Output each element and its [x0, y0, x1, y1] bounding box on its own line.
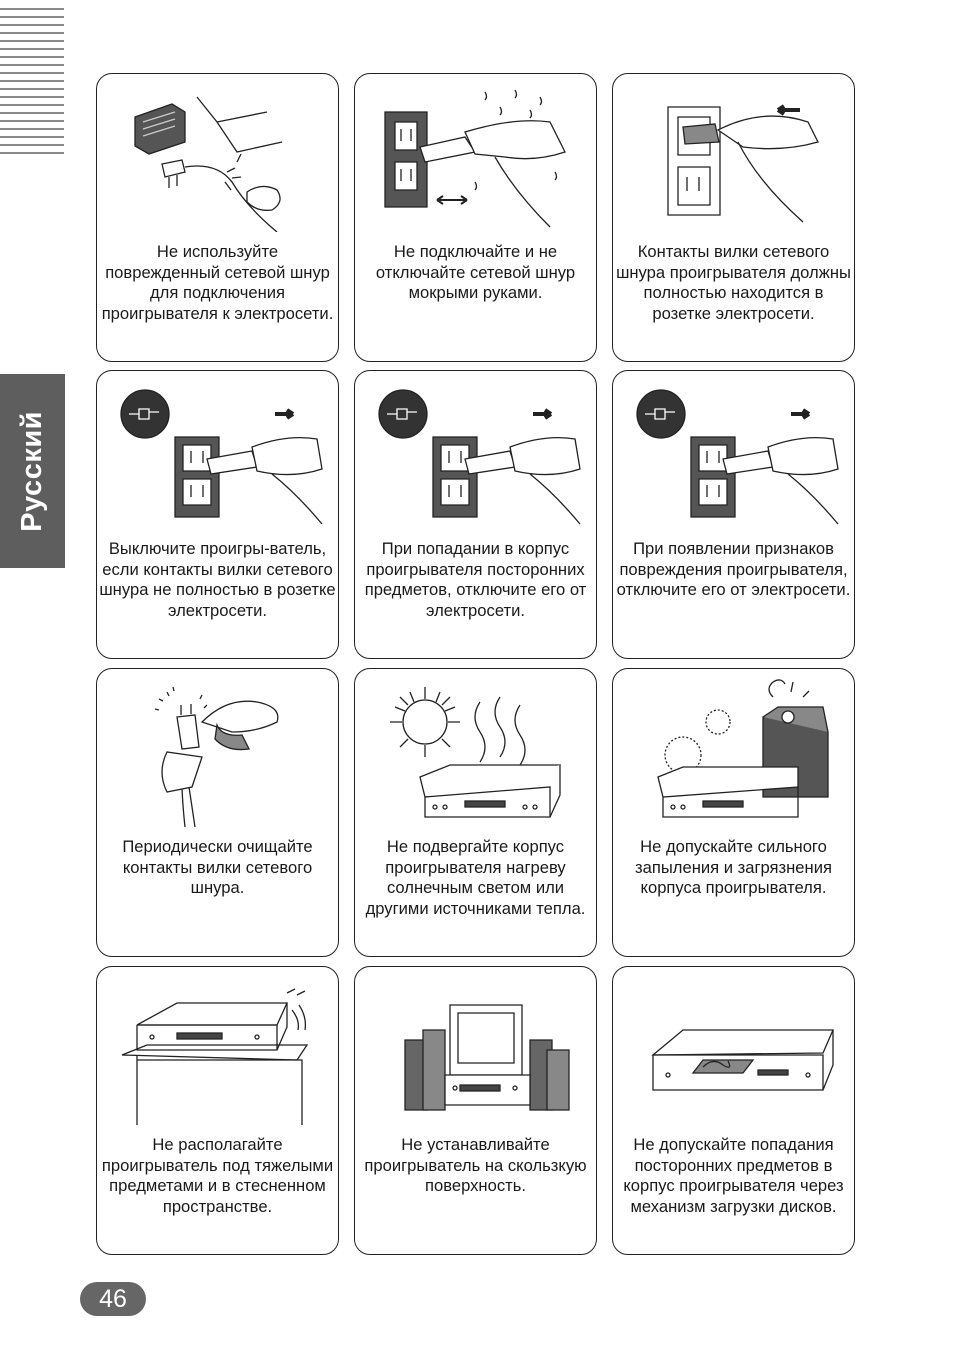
unplug-icon [107, 379, 330, 529]
card-clean-plug [96, 668, 339, 957]
heavy-objects-icon [107, 975, 330, 1125]
language-label: Русский [16, 410, 48, 532]
card-caption: Не допускайте попадания посторонних предметов в корпус проигрывателя через механизм загрузки дисков. [623, 1135, 844, 1216]
page-number: 46 [99, 1284, 127, 1313]
sun-heat-icon [365, 677, 588, 827]
card-unplug-damage [612, 370, 855, 659]
card-unplug-foreign [354, 370, 597, 659]
card-caption: Контакты вилки сетевого шнура проигрывателя должны полностью находится в розетке электросети. [616, 242, 851, 323]
full-plug-insert-icon [623, 82, 846, 232]
card-full-insert [612, 73, 855, 362]
card-caption: Периодически очищайте контакты вилки сетевого шнура. [122, 837, 313, 898]
header-stripes [0, 8, 64, 160]
card-unplug-loose [96, 370, 339, 659]
card-caption: При появлении признаков повреждения проигрывателя, отключите его от электросети. [616, 539, 851, 600]
card-slippery-surface [354, 966, 597, 1255]
page-number-badge [80, 1282, 146, 1316]
wet-hands-plug-icon [365, 82, 588, 232]
disc-tray-foreign-object-icon [623, 975, 846, 1125]
clean-plug-icon [107, 677, 330, 827]
card-caption: Не располагайте проигрыватель под тяжелыми предметами и в стесненном пространстве. [101, 1135, 334, 1216]
card-caption: Не допускайте сильного запыления и загрязнения корпуса проигрывателя. [635, 837, 832, 898]
card-wet-hands [354, 73, 597, 362]
card-sun-heat [354, 668, 597, 957]
card-caption: При попадании в корпус проигрывателя посторонних предметов, отключите его от электросети. [364, 539, 587, 620]
card-heavy-objects [96, 966, 339, 1255]
unplug-icon [365, 379, 588, 529]
card-caption: Не подвергайте корпус проигрывателя нагреву солнечным светом или другими источниками тепла. [365, 837, 586, 918]
card-damaged-cord [96, 73, 339, 362]
card-caption: Не подключайте и не отключайте сетевой шнур мокрыми руками. [375, 242, 576, 303]
dust-icon [623, 677, 846, 827]
card-caption: Не устанавливайте проигрыватель на скользкую поверхность. [364, 1135, 587, 1196]
slippery-surface-icon [365, 975, 588, 1125]
damaged-cord-icon [107, 82, 330, 232]
language-tab [0, 374, 65, 568]
card-caption: Не используйте поврежденный сетевой шнур для подключения проигрывателя к электросети. [101, 242, 334, 323]
card-disc-tray [612, 966, 855, 1255]
unplug-icon [623, 379, 846, 529]
card-dust [612, 668, 855, 957]
card-caption: Выключите проигры-ватель, если контакты вилки сетевого шнура не полностью в розетке электросети. [99, 539, 336, 620]
